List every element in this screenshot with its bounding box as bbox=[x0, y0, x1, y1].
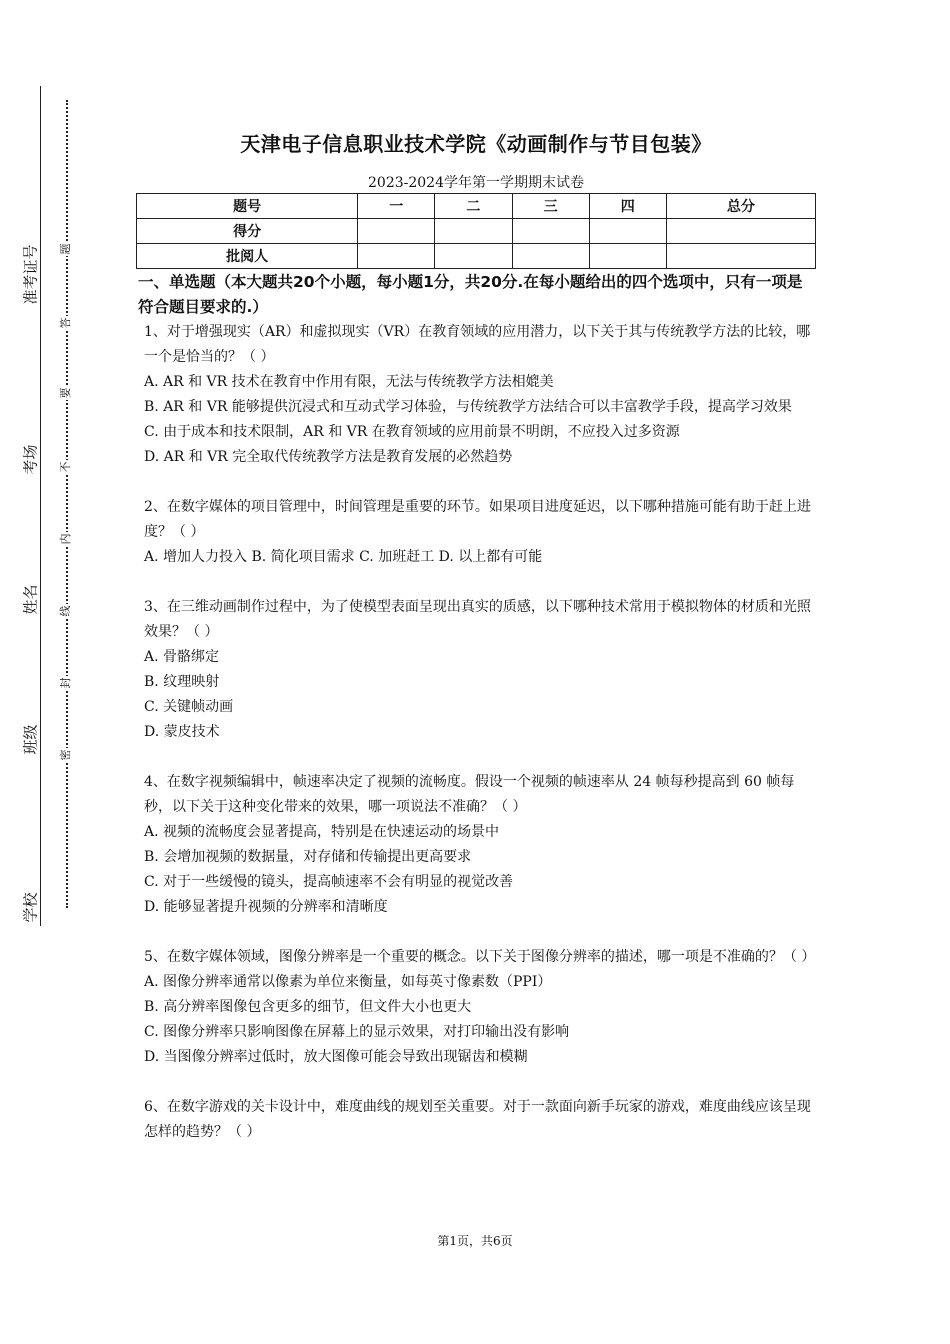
exam-title: 天津电子信息职业技术学院《动画制作与节目包装》 bbox=[240, 132, 712, 156]
col-part-4: 四 bbox=[589, 194, 666, 219]
seal-dotted-line bbox=[66, 100, 68, 908]
score-cell[interactable] bbox=[512, 219, 589, 244]
question-4 bbox=[144, 770, 816, 920]
col-part-3: 三 bbox=[512, 194, 589, 219]
grader-cell[interactable] bbox=[435, 244, 512, 269]
question-stem: 2、在数字媒体的项目管理中，时间管理是重要的环节。如果项目进度延迟，以下哪种措施可能有助于赶上进度？（ ） bbox=[144, 499, 811, 540]
score-cell[interactable] bbox=[435, 219, 512, 244]
option: D. 蒙皮技术 bbox=[144, 724, 220, 740]
score-cell[interactable] bbox=[589, 219, 666, 244]
option: B. 会增加视频的数据量，对存储和传输提出更高要求 bbox=[144, 849, 472, 865]
seal-char: 题 bbox=[59, 243, 72, 255]
col-part-1: 一 bbox=[358, 194, 435, 219]
option: A. 图像分辨率通常以像素为单位来衡量，如每英寸像素数（PPI） bbox=[144, 974, 552, 990]
exam-subtitle: 2023-2024学年第一学期期末试卷 bbox=[368, 175, 584, 191]
label-class: 班级 bbox=[21, 724, 40, 755]
grader-cell[interactable] bbox=[512, 244, 589, 269]
binding-line bbox=[40, 86, 41, 926]
option: B. AR 和 VR 能够提供沉浸式和互动式学习体验，与传统教学方法结合可以丰富教学手段，提高学习效果 bbox=[144, 399, 792, 415]
binding-margin bbox=[0, 0, 80, 1344]
page-footer: 第1页，共6页 bbox=[437, 1234, 513, 1248]
row-label-score: 得分 bbox=[137, 219, 358, 244]
question-3 bbox=[144, 595, 816, 745]
grader-cell[interactable] bbox=[358, 244, 435, 269]
question-5 bbox=[144, 945, 816, 1070]
label-name: 姓名 bbox=[21, 584, 40, 615]
score-cell[interactable] bbox=[358, 219, 435, 244]
col-question-number: 题号 bbox=[137, 194, 358, 219]
label-exam-room: 考场 bbox=[21, 444, 40, 475]
option: C. 对于一些缓慢的镜头，提高帧速率不会有明显的视觉改善 bbox=[144, 874, 514, 890]
score-table-header-row bbox=[137, 194, 816, 219]
section-heading: 一、单选题（本大题共20个小题，每小题1分，共20分.在每小题给出的四个选项中，只有一项是符合题目要求的.） bbox=[138, 273, 803, 316]
option: B. 高分辨率图像包含更多的细节，但文件大小也更大 bbox=[144, 999, 472, 1015]
question-2 bbox=[144, 495, 816, 570]
seal-char: 封 bbox=[59, 677, 72, 689]
grader-cell[interactable] bbox=[666, 244, 815, 269]
option: B. 纹理映射 bbox=[144, 674, 220, 690]
label-exam-number: 准考证号 bbox=[21, 244, 40, 305]
option: D. 能够显著提升视频的分辨率和清晰度 bbox=[144, 899, 388, 915]
score-table bbox=[136, 193, 816, 269]
option: D. 当图像分辨率过低时，放大图像可能会导致出现锯齿和模糊 bbox=[144, 1049, 528, 1065]
label-school: 学校 bbox=[21, 892, 40, 923]
option: A. 增加人力投入 B. 简化项目需求 C. 加班赶工 D. 以上都有可能 bbox=[144, 549, 543, 565]
option: A. 视频的流畅度会显著提高，特别是在快速运动的场景中 bbox=[144, 824, 500, 840]
score-cell[interactable] bbox=[666, 219, 815, 244]
seal-char: 答 bbox=[59, 317, 72, 329]
row-label-grader: 批阅人 bbox=[137, 244, 358, 269]
option: A. 骨骼绑定 bbox=[144, 649, 220, 665]
seal-char: 线 bbox=[59, 605, 72, 617]
question-stem: 5、在数字媒体领域，图像分辨率是一个重要的概念。以下关于图像分辨率的描述，哪一项是不准确的？（ ） bbox=[144, 949, 816, 965]
grader-cell[interactable] bbox=[589, 244, 666, 269]
question-stem: 4、在数字视频编辑中，帧速率决定了视频的流畅度。假设一个视频的帧速率从 24 帧每秒提高到 60 帧每秒，以下关于这种变化带来的效果，哪一项说法不准确？（ ） bbox=[144, 774, 795, 815]
question-1 bbox=[144, 320, 816, 470]
option: C. 图像分辨率只影响图像在屏幕上的显示效果，对打印输出没有影响 bbox=[144, 1024, 570, 1040]
grader-row bbox=[137, 244, 816, 269]
question-list bbox=[144, 320, 816, 1170]
question-stem: 6、在数字游戏的关卡设计中，难度曲线的规划至关重要。对于一款面向新手玩家的游戏，难度曲线应该呈现怎样的趋势？（ ） bbox=[144, 1099, 811, 1140]
col-part-2: 二 bbox=[435, 194, 512, 219]
option: C. 由于成本和技术限制，AR 和 VR 在教育领域的应用前景不明朗，不应投入过多资源 bbox=[144, 424, 680, 440]
seal-char: 要 bbox=[59, 387, 72, 399]
seal-char: 不 bbox=[59, 461, 72, 473]
option: C. 关键帧动画 bbox=[144, 699, 234, 715]
question-stem: 3、在三维动画制作过程中，为了使模型表面呈现出真实的质感，以下哪种技术常用于模拟物体的材质和光照效果？（ ） bbox=[144, 599, 811, 640]
option: A. AR 和 VR 技术在教育中作用有限，无法与传统教学方法相媲美 bbox=[144, 374, 554, 390]
col-total: 总分 bbox=[666, 194, 815, 219]
question-6 bbox=[144, 1095, 816, 1145]
score-row bbox=[137, 219, 816, 244]
option: D. AR 和 VR 完全取代传统教学方法是教育发展的必然趋势 bbox=[144, 449, 513, 465]
question-stem: 1、对于增强现实（AR）和虚拟现实（VR）在教育领域的应用潜力，以下关于其与传统教学方法的比较，哪一个是恰当的？（ ） bbox=[144, 324, 811, 365]
seal-char: 内 bbox=[59, 533, 72, 545]
seal-char: 密 bbox=[59, 749, 72, 761]
